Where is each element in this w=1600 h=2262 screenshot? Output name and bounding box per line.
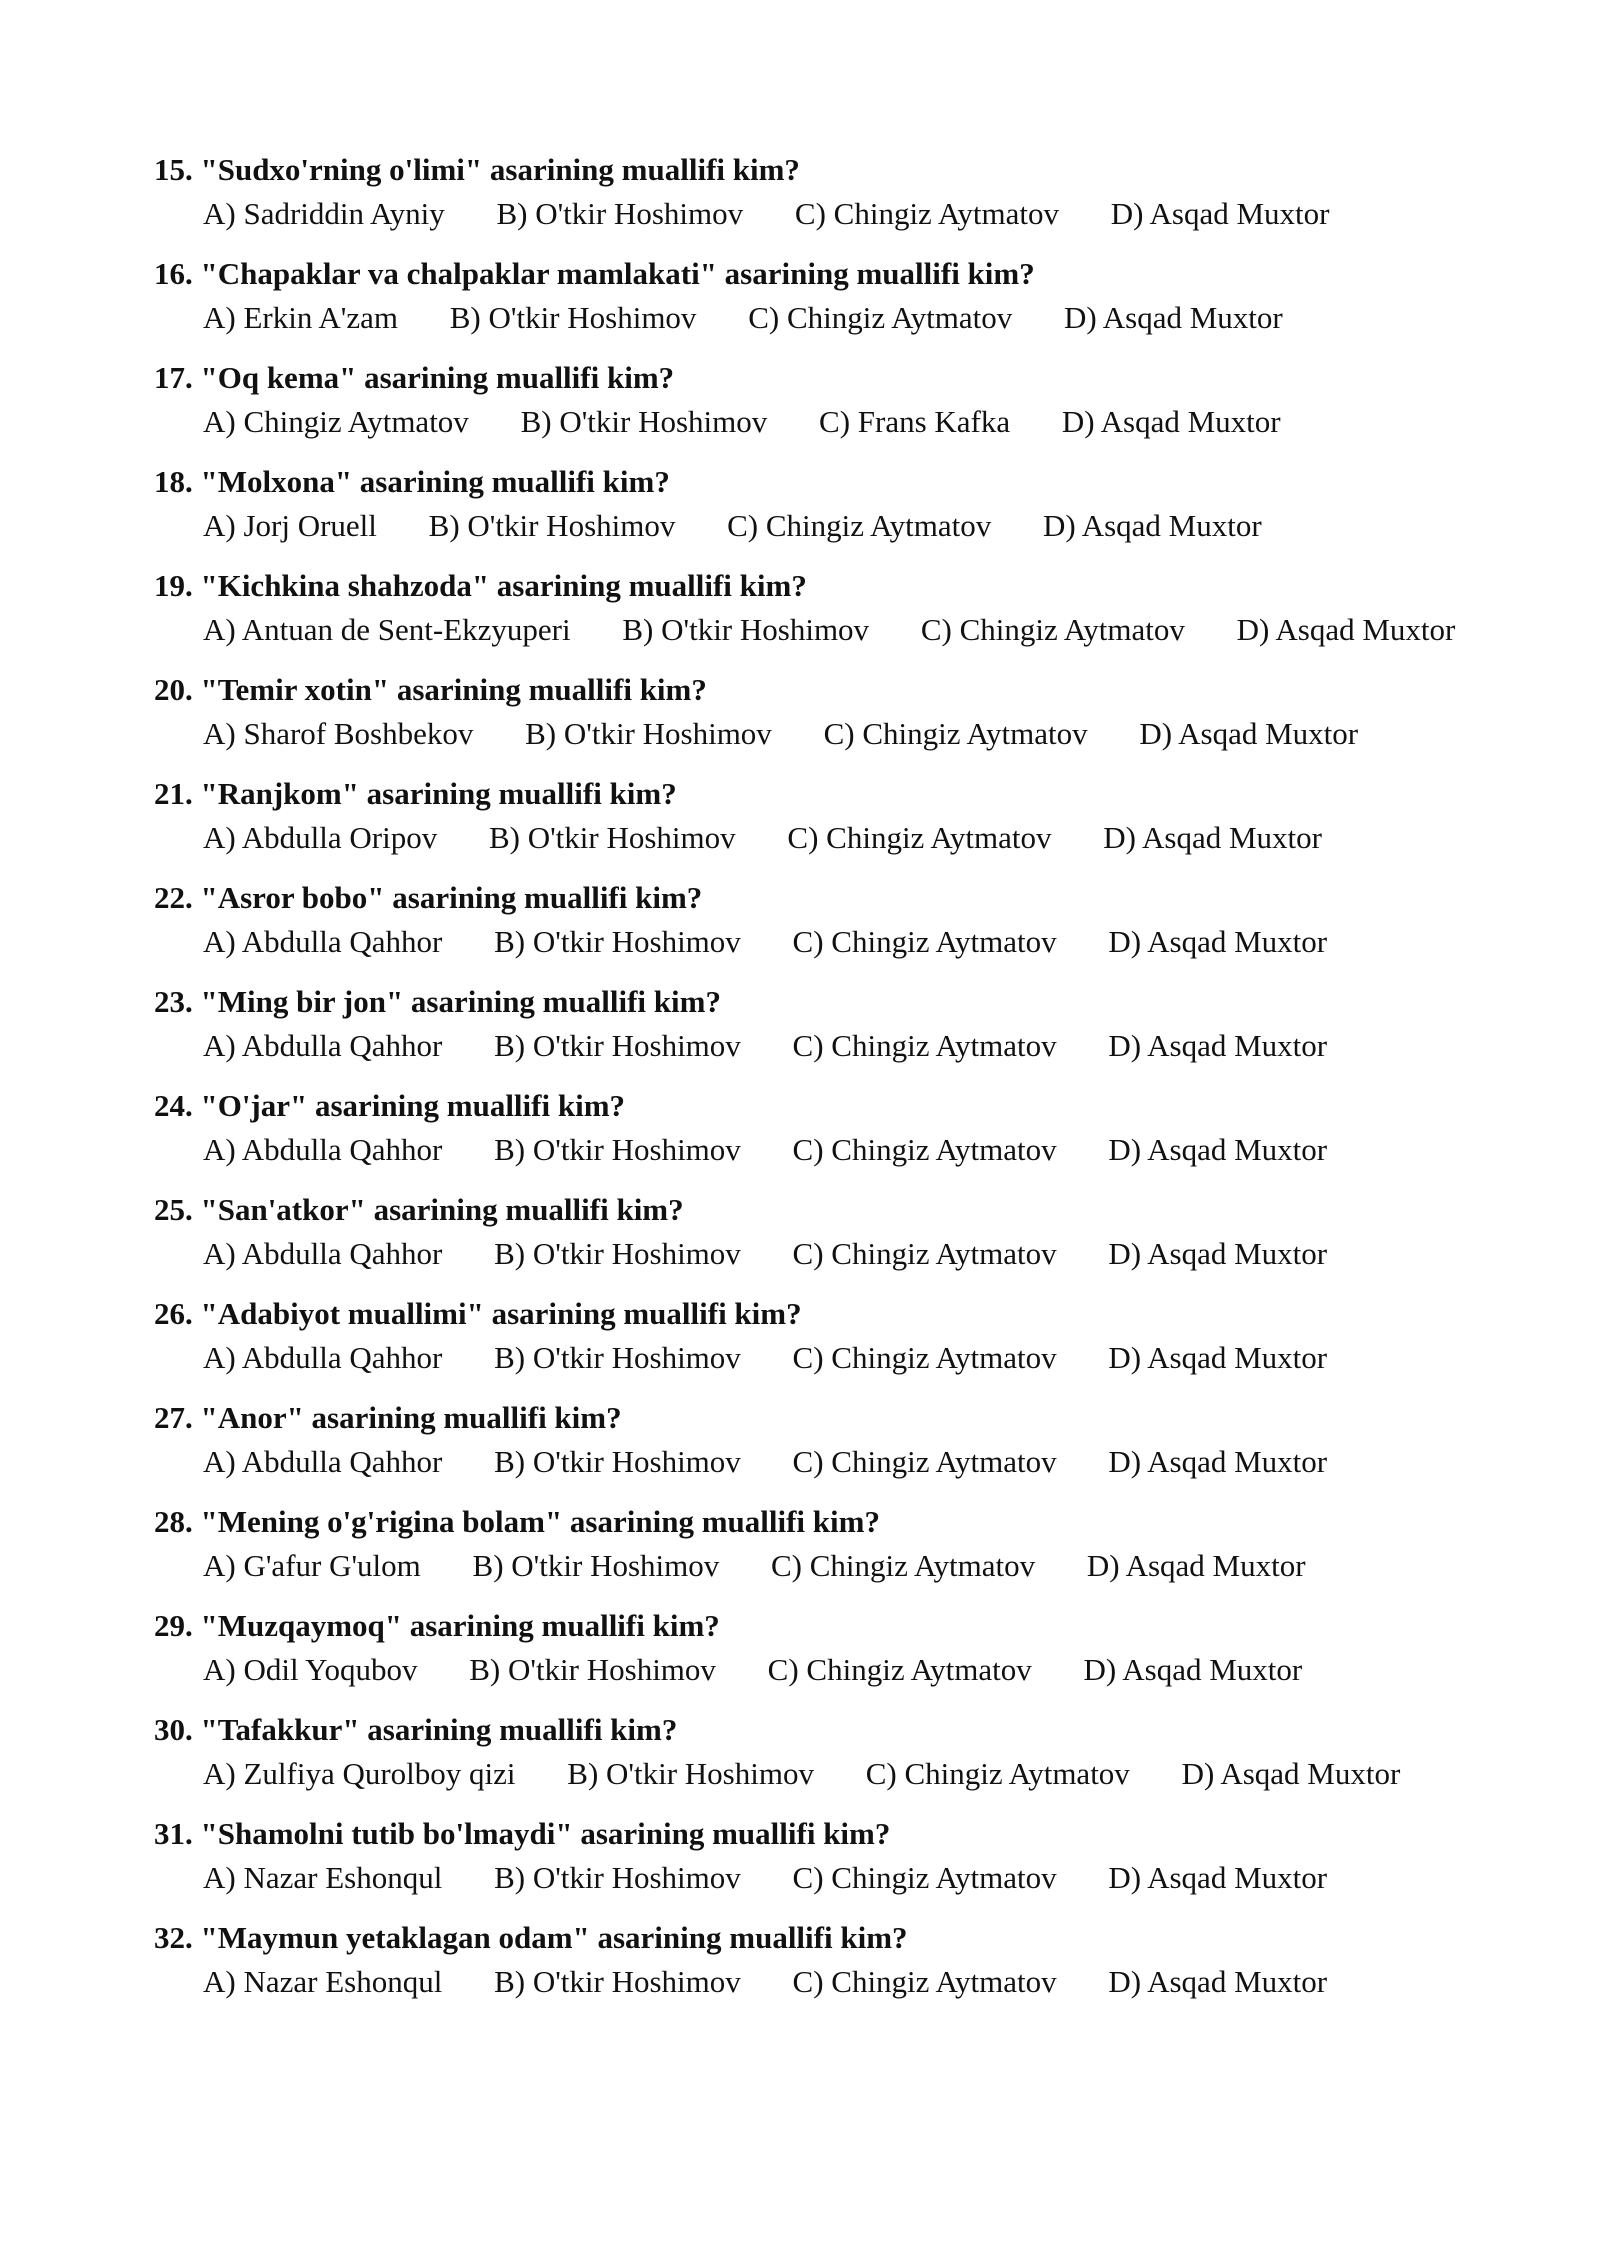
answer-option: D) Asqad Muxtor <box>1108 1236 1328 1271</box>
answer-option: C) Chingiz Aytmatov <box>792 1964 1057 1999</box>
answer-option: C) Chingiz Aytmatov <box>727 508 992 543</box>
answer-option: D) Asqad Muxtor <box>1108 1340 1328 1375</box>
question-item <box>154 772 1450 860</box>
answer-options <box>154 1232 1483 1276</box>
answer-option: B) O'tkir Hoshimov <box>488 820 736 855</box>
answer-options <box>154 400 1483 444</box>
answer-options <box>154 1336 1483 1380</box>
question-title: 18. "Molxona" asarining muallifi kim? <box>154 464 670 499</box>
answer-option: D) Asqad Muxtor <box>1108 1860 1328 1895</box>
answer-options <box>154 1544 1483 1588</box>
answer-option: B) O'tkir Hoshimov <box>494 1860 741 1895</box>
answer-option: B) O'tkir Hoshimov <box>622 612 870 647</box>
answer-option: C) Chingiz Aytmatov <box>767 1652 1032 1687</box>
question-item <box>154 1812 1450 1900</box>
question-title: 26. "Adabiyot muallimi" asarining muallifi kim? <box>154 1296 802 1331</box>
answer-option: B) O'tkir Hoshimov <box>472 1548 720 1583</box>
answer-option: A) Abdulla Qahhor <box>203 1340 443 1375</box>
answer-option: C) Chingiz Aytmatov <box>787 820 1052 855</box>
answer-option: D) Asqad Muxtor <box>1108 1964 1328 1999</box>
answer-option: C) Chingiz Aytmatov <box>792 1028 1057 1063</box>
question-item <box>154 876 1450 964</box>
answer-option: A) Abdulla Qahhor <box>203 924 443 959</box>
answer-option: B) O'tkir Hoshimov <box>469 1652 716 1687</box>
answer-option: A) Sharof Boshbekov <box>203 716 474 751</box>
question-item <box>154 356 1450 444</box>
answer-option: B) O'tkir Hoshimov <box>520 404 768 439</box>
answer-option: D) Asqad Muxtor <box>1086 1548 1306 1583</box>
question-item <box>154 564 1456 652</box>
answer-option: A) Abdulla Oripov <box>203 820 438 855</box>
answer-option: D) Asqad Muxtor <box>1139 716 1359 751</box>
answer-option: A) Jorj Oruell <box>203 508 377 543</box>
answer-option: C) Chingiz Aytmatov <box>792 1132 1057 1167</box>
answer-options <box>154 1960 1483 2004</box>
answer-options <box>154 1128 1483 1172</box>
answer-option: C) Chingiz Aytmatov <box>865 1756 1130 1791</box>
question-title: 29. "Muzqaymoq" asarining muallifi kim? <box>154 1608 720 1643</box>
answer-option: B) O'tkir Hoshimov <box>567 1756 814 1791</box>
answer-option: A) Antuan de Sent-Ekzyuperi <box>203 612 571 647</box>
question-title: 15. "Sudxo'rning o'limi" asarining muallifi kim? <box>154 152 800 187</box>
question-title: 20. "Temir xotin" asarining muallifi kim? <box>154 672 707 707</box>
answer-option: A) Odil Yoqubov <box>203 1652 418 1687</box>
answer-option: C) Chingiz Aytmatov <box>794 196 1059 231</box>
answer-option: B) O'tkir Hoshimov <box>494 1132 741 1167</box>
answer-option: B) O'tkir Hoshimov <box>525 716 772 751</box>
answer-option: B) O'tkir Hoshimov <box>494 1340 741 1375</box>
question-item <box>154 1916 1450 2004</box>
question-title: 24. "O'jar" asarining muallifi kim? <box>154 1088 626 1123</box>
question-item <box>154 460 1450 548</box>
answer-option: D) Asqad Muxtor <box>1061 404 1281 439</box>
question-item <box>154 1604 1450 1692</box>
question-title: 25. "San'atkor" asarining muallifi kim? <box>154 1192 684 1227</box>
question-title: 21. "Ranjkom" asarining muallifi kim? <box>154 776 677 811</box>
answer-option: A) Nazar Eshonqul <box>203 1964 443 1999</box>
question-item <box>154 1292 1450 1380</box>
answer-option: C) Chingiz Aytmatov <box>792 1236 1057 1271</box>
question-item <box>154 668 1450 756</box>
answer-option: A) Zulfiya Qurolboy qizi <box>203 1756 516 1791</box>
answer-option: B) O'tkir Hoshimov <box>428 508 676 543</box>
answer-option: C) Frans Kafka <box>819 404 1011 439</box>
answer-option: B) O'tkir Hoshimov <box>496 196 744 231</box>
question-title: 22. "Asror bobo" asarining muallifi kim? <box>154 880 703 915</box>
answer-option: A) Erkin A'zam <box>203 300 398 335</box>
question-title: 31. "Shamolni tutib bo'lmaydi" asarining muallifi kim? <box>154 1816 891 1851</box>
answer-option: A) Chingiz Aytmatov <box>203 404 469 439</box>
answer-option: D) Asqad Muxtor <box>1103 820 1322 855</box>
answer-option: B) O'tkir Hoshimov <box>494 1444 741 1479</box>
question-title: 17. "Oq kema" asarining muallifi kim? <box>154 360 675 395</box>
question-title: 19. "Kichkina shahzoda" asarining muallifi kim? <box>154 568 807 603</box>
answer-options <box>154 1648 1483 1692</box>
answer-option: C) Chingiz Aytmatov <box>920 612 1185 647</box>
question-item <box>154 1500 1450 1588</box>
answer-option: A) Nazar Eshonqul <box>203 1860 443 1895</box>
question-item <box>154 1188 1450 1276</box>
answer-option: B) O'tkir Hoshimov <box>494 1028 741 1063</box>
answer-option: C) Chingiz Aytmatov <box>823 716 1088 751</box>
answer-option: A) G'afur G'ulom <box>203 1548 421 1583</box>
answer-options <box>154 1752 1483 1796</box>
answer-options <box>154 608 1483 652</box>
question-title: 16. "Chapaklar va chalpaklar mamlakati" asarining muallifi kim? <box>154 256 1035 291</box>
question-item <box>154 252 1450 340</box>
question-title: 28. "Mening o'g'rigina bolam" asarining muallifi kim? <box>154 1504 880 1539</box>
question-title: 23. "Ming bir jon" asarining muallifi kim? <box>154 984 721 1019</box>
answer-option: C) Chingiz Aytmatov <box>792 924 1057 959</box>
answer-option: A) Abdulla Qahhor <box>203 1028 443 1063</box>
answer-option: B) O'tkir Hoshimov <box>494 1964 741 1999</box>
answer-options <box>154 816 1483 860</box>
question-item <box>154 1084 1450 1172</box>
question-item <box>154 148 1450 236</box>
answer-options <box>154 1440 1483 1484</box>
answer-option: D) Asqad Muxtor <box>1042 508 1262 543</box>
question-title: 27. "Anor" asarining muallifi kim? <box>154 1400 622 1435</box>
question-item <box>154 1708 1450 1796</box>
answer-option: A) Abdulla Qahhor <box>203 1236 443 1271</box>
question-item <box>154 1396 1450 1484</box>
answer-options <box>154 1856 1483 1900</box>
answer-options <box>154 1024 1483 1068</box>
answer-option: A) Sadriddin Ayniy <box>203 196 445 231</box>
question-item <box>154 980 1450 1068</box>
answer-option: C) Chingiz Aytmatov <box>792 1444 1057 1479</box>
answer-options <box>154 504 1483 548</box>
question-title: 32. "Maymun yetaklagan odam" asarining muallifi kim? <box>154 1920 908 1955</box>
answer-option: B) O'tkir Hoshimov <box>494 1236 741 1271</box>
answer-option: D) Asqad Muxtor <box>1110 196 1330 231</box>
answer-option: D) Asqad Muxtor <box>1236 612 1456 647</box>
answer-option: D) Asqad Muxtor <box>1108 1132 1328 1167</box>
answer-options <box>154 192 1483 236</box>
answer-options <box>154 920 1483 964</box>
answer-option: D) Asqad Muxtor <box>1181 1756 1401 1791</box>
answer-option: D) Asqad Muxtor <box>1108 1028 1328 1063</box>
answer-option: D) Asqad Muxtor <box>1108 924 1328 959</box>
question-list <box>154 148 1456 2004</box>
answer-option: D) Asqad Muxtor <box>1064 300 1283 335</box>
answer-options <box>154 712 1483 756</box>
answer-option: C) Chingiz Aytmatov <box>748 300 1013 335</box>
answer-option: D) Asqad Muxtor <box>1108 1444 1328 1479</box>
answer-option: C) Chingiz Aytmatov <box>792 1340 1057 1375</box>
answer-option: C) Chingiz Aytmatov <box>771 1548 1036 1583</box>
answer-option: D) Asqad Muxtor <box>1083 1652 1303 1687</box>
answer-option: C) Chingiz Aytmatov <box>792 1860 1057 1895</box>
answer-option: B) O'tkir Hoshimov <box>449 300 697 335</box>
answer-option: A) Abdulla Qahhor <box>203 1132 443 1167</box>
answer-options <box>154 296 1483 340</box>
answer-option: A) Abdulla Qahhor <box>203 1444 443 1479</box>
question-title: 30. "Tafakkur" asarining muallifi kim? <box>154 1712 678 1747</box>
answer-option: B) O'tkir Hoshimov <box>494 924 741 959</box>
